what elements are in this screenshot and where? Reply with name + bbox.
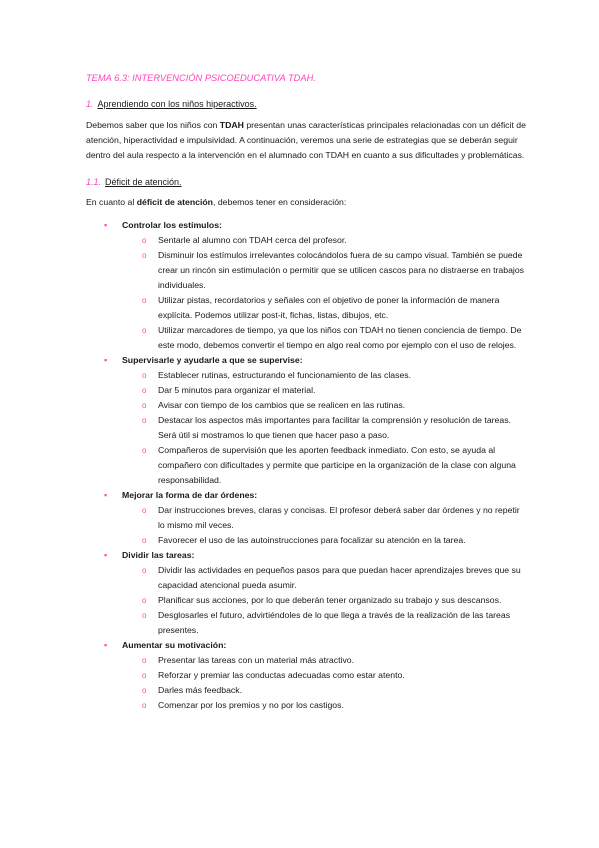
circle-bullet-icon: o	[142, 536, 147, 545]
square-bullet-icon: ▪	[104, 640, 108, 650]
circle-bullet-icon: o	[142, 566, 147, 575]
lead-text-bold: déficit de atención	[136, 197, 213, 207]
list-item	[122, 683, 526, 698]
square-bullet-icon: ▪	[104, 550, 108, 560]
circle-bullet-icon: o	[142, 506, 147, 515]
list-item	[122, 563, 526, 593]
list-item	[122, 293, 526, 323]
circle-bullet-icon: o	[142, 326, 147, 335]
circle-bullet-icon: o	[142, 386, 147, 395]
circle-bullet-icon: o	[142, 416, 147, 425]
list-item-text: Disminuir los estímulos irrelevantes colocándolos fuera de su campo visual. También se puede crear un rincón sin estimulación o permitir que se utilicen cascos para no distraerse en trabajos individuales.	[158, 250, 525, 290]
list-item-text: Sentarle al alumno con TDAH cerca del profesor.	[158, 235, 347, 245]
lead-text-c: , debemos tener en consideración:	[213, 197, 347, 207]
strategy-category	[86, 488, 526, 548]
list-item-text: Reforzar y premiar las conductas adecuadas como estar atento.	[158, 670, 405, 680]
square-bullet-icon: ▪	[104, 490, 108, 500]
strategy-category	[86, 638, 526, 713]
square-bullet-icon: ▪	[104, 355, 108, 365]
category-label: Dividir las tareas:	[122, 550, 195, 560]
category-label: Aumentar su motivación:	[122, 640, 227, 650]
strategy-category	[86, 218, 526, 353]
list-item-text: Presentar las tareas con un material más atractivo.	[158, 655, 355, 665]
list-item	[122, 368, 526, 383]
section-heading-1-1	[86, 175, 526, 189]
section-number: 1.	[86, 99, 94, 109]
square-bullet-icon: ▪	[104, 220, 108, 230]
strategy-category	[86, 548, 526, 638]
list-item-text: Planificar sus acciones, por lo que deberán tener organizado su trabajo y sus descansos.	[158, 595, 502, 605]
sub-list	[122, 653, 526, 713]
circle-bullet-icon: o	[142, 611, 147, 620]
circle-bullet-icon: o	[142, 371, 147, 380]
intro-text-bold: TDAH	[219, 120, 244, 130]
list-item	[122, 698, 526, 713]
circle-bullet-icon: o	[142, 251, 147, 260]
section-heading-text: Aprendiendo con los niños hiperactivos.	[97, 99, 257, 109]
list-item-text: Favorecer el uso de las autoinstrucciones para focalizar su atención en la tarea.	[158, 535, 466, 545]
list-item	[122, 533, 526, 548]
list-item	[122, 668, 526, 683]
list-item-text: Compañeros de supervisión que les aporten feedback inmediato. Con esto, se ayuda al compañero con dificultades y permite que participe en la organización de la clase con alguna responsabilidad.	[158, 445, 516, 485]
document-title: TEMA 6.3: INTERVENCIÓN PSICOEDUCATIVA TDAH.	[86, 73, 316, 83]
intro-text-a: Debemos saber que los niños con	[86, 120, 220, 130]
list-item	[122, 593, 526, 608]
sub-list	[122, 368, 526, 488]
circle-bullet-icon: o	[142, 446, 147, 455]
list-item	[122, 398, 526, 413]
list-item-text: Dar 5 minutos para organizar el material.	[158, 385, 316, 395]
list-item-text: Destacar los aspectos más importantes para facilitar la comprensión y resolución de tareas. Será útil si mostramos lo que tienen que hacer paso a paso.	[158, 415, 511, 440]
circle-bullet-icon: o	[142, 401, 147, 410]
section-heading-text: Déficit de atención.	[105, 177, 182, 187]
list-item	[122, 323, 526, 353]
list-item	[122, 503, 526, 533]
list-item	[122, 248, 526, 293]
section-heading-1	[86, 97, 526, 111]
circle-bullet-icon: o	[142, 596, 147, 605]
list-item-text: Desglosarles el futuro, advirtiéndoles de lo que llega a través de la realización de las tareas presentes.	[158, 610, 511, 635]
strategy-category	[86, 353, 526, 488]
section-number: 1.1.	[86, 177, 102, 187]
lead-text-a: En cuanto al	[86, 197, 137, 207]
circle-bullet-icon: o	[142, 701, 147, 710]
sub-list	[122, 563, 526, 638]
list-item	[122, 653, 526, 668]
list-item-text: Comenzar por los premios y no por los castigos.	[158, 700, 344, 710]
list-item-text: Dar instrucciones breves, claras y concisas. El profesor deberá saber dar órdenes y no repetir lo mismo mil veces.	[158, 505, 520, 530]
intro-paragraph	[86, 118, 526, 163]
intro-text-c: presentan unas características principales relacionadas con un déficit de atención, hiperactividad e impulsividad. A continuación, veremos una serie de estrategias que se deberán seguir dentro del aula respecto a la intervención en el alumnado con TDAH en cuanto a sus dificultades y problemáticas.	[86, 120, 526, 160]
list-item	[122, 608, 526, 638]
list-item	[122, 383, 526, 398]
lead-paragraph	[86, 195, 526, 210]
list-item-text: Utilizar pistas, recordatorios y señales con el objetivo de poner la información de manera explícita. Podemos utilizar post-it, fichas, listas, dibujos, etc.	[158, 295, 500, 320]
category-label: Supervisarle y ayudarle a que se supervise:	[122, 355, 303, 365]
list-item-text: Utilizar marcadores de tiempo, ya que los niños con TDAH no tienen conciencia de tiempo. De este modo, debemos convertir el tiempo en algo real como por ejemplo con el uso de relojes.	[158, 325, 522, 350]
circle-bullet-icon: o	[142, 236, 147, 245]
strategy-list	[86, 218, 526, 713]
list-item	[122, 233, 526, 248]
circle-bullet-icon: o	[142, 686, 147, 695]
sub-list	[122, 233, 526, 353]
category-label: Mejorar la forma de dar órdenes:	[122, 490, 258, 500]
list-item-text: Dividir las actividades en pequeños pasos para que puedan hacer aprendizajes breves que su capacidad atencional pueda asumir.	[158, 565, 521, 590]
sub-list	[122, 503, 526, 548]
circle-bullet-icon: o	[142, 671, 147, 680]
list-item	[122, 413, 526, 443]
document-page	[86, 71, 526, 713]
list-item-text: Avisar con tiempo de los cambios que se realicen en las rutinas.	[158, 400, 406, 410]
circle-bullet-icon: o	[142, 656, 147, 665]
list-item-text: Establecer rutinas, estructurando el funcionamiento de las clases.	[158, 370, 412, 380]
list-item-text: Darles más feedback.	[158, 685, 243, 695]
circle-bullet-icon: o	[142, 296, 147, 305]
list-item	[122, 443, 526, 488]
category-label: Controlar los estímulos:	[122, 220, 222, 230]
